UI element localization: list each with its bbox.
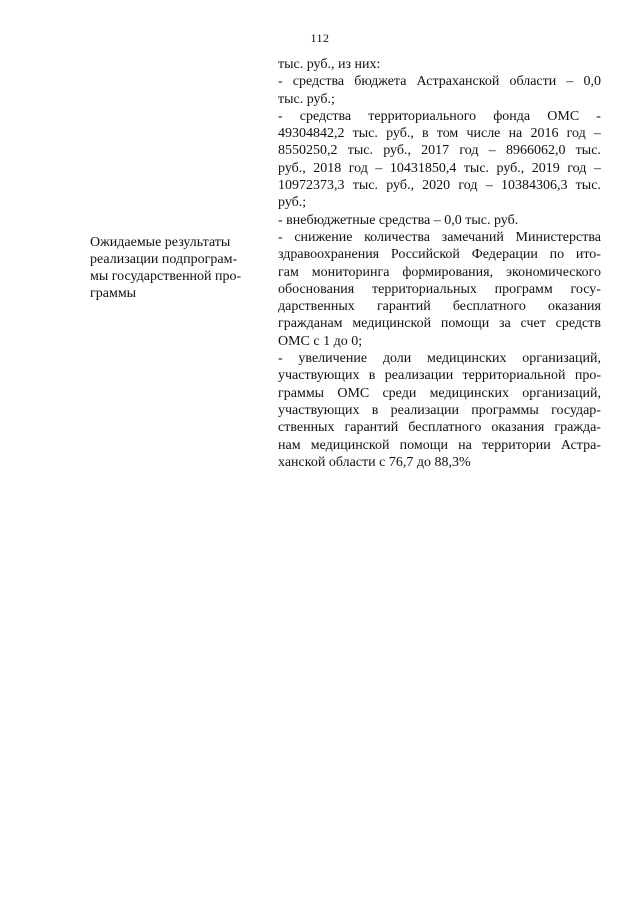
word: оказания bbox=[548, 299, 601, 315]
word: по bbox=[549, 247, 565, 263]
word: участвующих bbox=[278, 402, 360, 418]
word: увеличение bbox=[298, 351, 368, 367]
word: – bbox=[375, 160, 383, 176]
word: в bbox=[371, 402, 379, 418]
word: – bbox=[488, 143, 496, 159]
text-line bbox=[278, 160, 601, 177]
word: области bbox=[509, 74, 557, 90]
word: тыс. bbox=[575, 178, 601, 194]
word: оказания bbox=[491, 420, 545, 436]
word: за bbox=[499, 316, 511, 332]
word: - bbox=[278, 108, 283, 124]
text-line bbox=[278, 246, 601, 263]
word: средства bbox=[292, 74, 345, 90]
text-line bbox=[278, 281, 601, 298]
text-line bbox=[278, 229, 601, 246]
word: - bbox=[278, 74, 283, 90]
word: год bbox=[459, 143, 479, 159]
word: граммы bbox=[278, 385, 325, 401]
text-line: тыс. руб.; bbox=[278, 91, 335, 107]
word: - bbox=[278, 229, 283, 245]
word: гарантий bbox=[376, 299, 431, 315]
word: помощи bbox=[440, 316, 490, 332]
word: гам bbox=[278, 264, 299, 280]
word: ОМС bbox=[337, 385, 370, 401]
word: 49304842,2 bbox=[278, 126, 345, 142]
word: руб., bbox=[386, 126, 414, 142]
word: территории bbox=[481, 437, 551, 453]
word: тыс. bbox=[347, 143, 373, 159]
word: территориального bbox=[368, 108, 477, 124]
word: программ bbox=[494, 281, 553, 297]
word: руб., bbox=[496, 160, 525, 176]
word: госу- bbox=[570, 281, 601, 297]
word: помощи bbox=[399, 437, 448, 453]
page-number: 112 bbox=[310, 31, 330, 45]
text-line bbox=[278, 125, 601, 142]
row-label-expected-results bbox=[90, 234, 260, 302]
word: числе bbox=[466, 126, 501, 142]
word: на bbox=[458, 437, 472, 453]
word: гражда- bbox=[554, 420, 601, 436]
word: год bbox=[567, 160, 587, 176]
word: руб., bbox=[386, 178, 414, 194]
word: гарантий bbox=[344, 420, 399, 436]
word: - bbox=[596, 108, 601, 124]
word: - bbox=[278, 351, 283, 367]
word: руб., bbox=[383, 143, 411, 159]
text-line bbox=[278, 385, 601, 402]
text-line bbox=[278, 419, 601, 436]
word: – bbox=[593, 160, 601, 176]
word: тыс. bbox=[575, 143, 601, 159]
word: 10384306,3 bbox=[500, 178, 568, 194]
text-line bbox=[278, 402, 601, 419]
word: медицинских bbox=[429, 385, 510, 401]
word: Астра- bbox=[560, 437, 601, 453]
word: здравоохранения bbox=[278, 247, 380, 263]
text-line bbox=[278, 177, 601, 194]
word: бесплатного bbox=[408, 420, 482, 436]
text-line: ОМС с 1 до 0; bbox=[278, 333, 363, 349]
word: 2020 bbox=[422, 178, 451, 194]
word: участвующих bbox=[278, 368, 360, 384]
word: руб., bbox=[278, 160, 306, 176]
word: гражданам bbox=[278, 316, 343, 332]
word: 8550250,2 bbox=[278, 143, 338, 159]
word: том bbox=[436, 126, 459, 142]
word: в bbox=[421, 126, 429, 142]
word: 2017 bbox=[421, 143, 450, 159]
word: 2019 bbox=[531, 160, 560, 176]
word: 2018 bbox=[313, 160, 342, 176]
word: Российской bbox=[390, 247, 460, 263]
word: государ- bbox=[551, 402, 601, 418]
word: экономического bbox=[506, 264, 601, 280]
word: Министерства bbox=[515, 229, 601, 245]
word: фонда bbox=[493, 108, 531, 124]
label-line: граммы bbox=[90, 286, 137, 301]
word: среди bbox=[382, 385, 417, 401]
word: реализации bbox=[384, 368, 454, 384]
word: тыс. bbox=[352, 178, 378, 194]
word: реализации bbox=[390, 402, 459, 418]
word: мониторинга bbox=[311, 264, 390, 280]
word: бесплатного bbox=[452, 299, 526, 315]
word: дарственных bbox=[278, 299, 355, 315]
word: медицинских bbox=[427, 351, 507, 367]
word: организаций, bbox=[522, 351, 601, 367]
word: – bbox=[593, 126, 601, 142]
word: формирования, bbox=[402, 264, 494, 280]
label-line: Ожидаемые результаты bbox=[90, 235, 231, 250]
word: средств bbox=[555, 316, 601, 332]
word: на bbox=[508, 126, 523, 142]
word: ито- bbox=[575, 247, 601, 263]
word: медицинской bbox=[310, 437, 390, 453]
word: Федерации bbox=[471, 247, 538, 263]
word: нам bbox=[278, 437, 301, 453]
word: 0,0 bbox=[583, 74, 601, 90]
text-line bbox=[278, 142, 601, 159]
text-line: - внебюджетные средства – 0,0 тыс. руб. bbox=[278, 212, 519, 228]
text-line: ханской области с 76,7 до 88,3% bbox=[278, 454, 471, 470]
row-content bbox=[278, 56, 601, 471]
text-line bbox=[278, 264, 601, 281]
word: территориальной bbox=[462, 368, 566, 384]
text-line bbox=[278, 108, 601, 125]
word: 10431850,4 bbox=[389, 160, 457, 176]
word: количества bbox=[364, 229, 431, 245]
word: обоснования bbox=[278, 281, 355, 297]
text-line bbox=[278, 73, 601, 90]
text-line: руб.; bbox=[278, 195, 307, 211]
label-line: мы государственной про- bbox=[90, 269, 242, 284]
text-line bbox=[278, 437, 601, 454]
word: 2016 bbox=[530, 126, 559, 142]
text-line bbox=[278, 367, 601, 384]
word: счет bbox=[520, 316, 546, 332]
word: Астраханской bbox=[416, 74, 500, 90]
word: тыс. bbox=[352, 126, 378, 142]
word: 10972373,3 bbox=[278, 178, 345, 194]
word: организаций, bbox=[522, 385, 601, 401]
word: средства bbox=[299, 108, 352, 124]
word: тыс. bbox=[463, 160, 490, 176]
word: бюджета bbox=[354, 74, 407, 90]
word: ОМС bbox=[547, 108, 580, 124]
text-line bbox=[278, 350, 601, 367]
word: 8966062,0 bbox=[505, 143, 566, 159]
word: замечаний bbox=[441, 229, 504, 245]
text-line: тыс. руб., из них: bbox=[278, 57, 381, 72]
word: снижение bbox=[294, 229, 353, 245]
word: год bbox=[566, 126, 586, 142]
word: год bbox=[348, 160, 368, 176]
label-line: реализации подпрограм- bbox=[90, 252, 238, 267]
text-line bbox=[278, 315, 601, 332]
word: – bbox=[485, 178, 493, 194]
word: про- bbox=[574, 368, 601, 384]
word: – bbox=[566, 74, 574, 90]
word: в bbox=[368, 368, 376, 384]
word: медицинской bbox=[352, 316, 432, 332]
text-line bbox=[278, 298, 601, 315]
word: территориальных bbox=[372, 281, 477, 297]
word: год bbox=[458, 178, 478, 194]
word: программы bbox=[471, 402, 539, 418]
word: ственных bbox=[278, 420, 335, 436]
word: доли bbox=[382, 351, 412, 367]
